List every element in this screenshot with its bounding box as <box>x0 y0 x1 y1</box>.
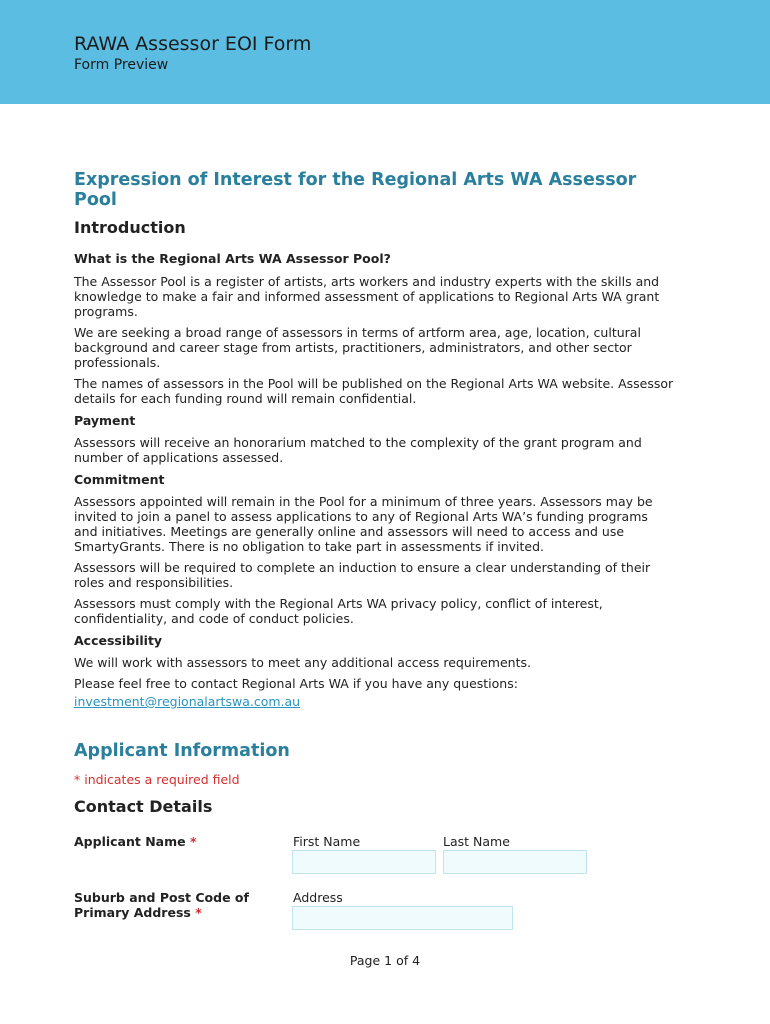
accessibility-text: We will work with assessors to meet any additional access requirements. <box>74 655 531 670</box>
commitment-paragraph-2: Assessors will be required to complete an induction to ensure a clear understanding of their roles and responsibilities. <box>74 560 651 590</box>
address-label: Suburb and Post Code of Primary Address * <box>74 890 249 920</box>
contact-email-link[interactable]: investment@regionalartswa.com.au <box>74 694 301 709</box>
intro-paragraph-2: We are seeking a broad range of assessors in terms of artform area, age, location, cultural background and career stage from artists, practitioners, administrators, and other sector professionals. <box>74 325 641 370</box>
applicant-heading: Applicant Information <box>74 741 290 761</box>
question-what-is-pool: What is the Regional Arts WA Assessor Pool? <box>74 251 391 266</box>
applicant-name-label: Applicant Name * <box>74 834 197 849</box>
required-star: * <box>195 905 202 920</box>
contact-details-heading: Contact Details <box>74 797 213 816</box>
header-banner <box>0 0 770 104</box>
commitment-paragraph-1: Assessors appointed will remain in the Pool for a minimum of three years. Assessors may be invited to join a panel to assess applications to any of Regional Arts WA’s funding programs and initiatives. Meetings are generally online and assessors will need to access and use SmartyGrants. There is no obligation to take part in assessments if invited. <box>74 494 653 554</box>
intro-section <box>74 170 674 710</box>
intro-paragraph-3: The names of assessors in the Pool will be published on the Regional Arts WA website. Assessor details for each funding round will remain confidential. <box>74 376 674 406</box>
commitment-heading: Commitment <box>74 472 165 487</box>
intro-paragraph-1: The Assessor Pool is a register of artists, arts workers and industry experts with the skills and knowledge to make a fair and informed assessment of applications to Regional Arts WA grant programs. <box>74 274 660 319</box>
accessibility-heading: Accessibility <box>74 633 163 648</box>
last-name-label: Last Name <box>443 834 510 849</box>
contact-text: Please feel free to contact Regional Arts WA if you have any questions: <box>74 676 518 691</box>
page-number: Page 1 of 4 <box>349 953 421 968</box>
address-sublabel: Address <box>293 890 343 905</box>
intro-heading: Expression of Interest for the Regional Arts WA Assessor Pool <box>74 170 637 210</box>
intro-subheading: Introduction <box>74 218 186 237</box>
form-subtitle: Form Preview <box>74 57 169 73</box>
commitment-paragraph-3: Assessors must comply with the Regional Arts WA privacy policy, conflict of interest, confidentiality, and code of conduct policies. <box>74 596 603 626</box>
address-input[interactable] <box>292 906 513 930</box>
payment-text: Assessors will receive an honorarium matched to the complexity of the grant program and number of applications assessed. <box>74 435 642 465</box>
last-name-input[interactable] <box>443 850 587 874</box>
required-star: * <box>189 834 197 849</box>
first-name-label: First Name <box>293 834 361 849</box>
form-title: RAWA Assessor EOI Form <box>74 33 312 55</box>
payment-heading: Payment <box>74 413 136 428</box>
first-name-input[interactable] <box>292 850 436 874</box>
required-field-note: * indicates a required field <box>74 772 240 787</box>
